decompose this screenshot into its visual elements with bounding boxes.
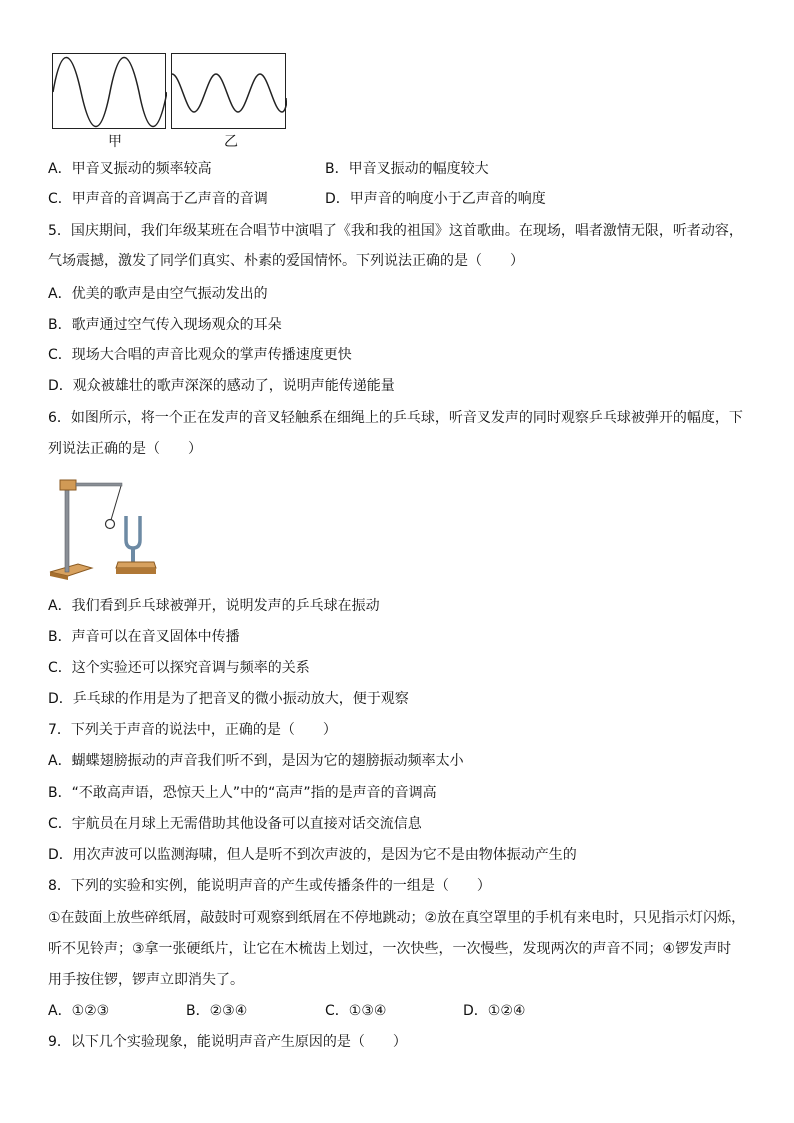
- q8-body-line2: 听不见铃声；③拿一张硬纸片，让它在木梳齿上划过，一次快些，一次慢些，发现两次的声音不同；④锣发声时: [48, 941, 732, 957]
- q4-option-d: D．甲声音的响度小于乙声音的响度: [325, 191, 546, 207]
- q6-option-a: A．我们看到乒乓球被弹开，说明发声的乒乓球在振动: [48, 598, 380, 614]
- q8-body-line3: 用手按住锣，锣声立即消失了。: [48, 972, 244, 988]
- q7-stem: 7．下列关于声音的说法中，正确的是（ ）: [48, 722, 337, 738]
- q6-option-c: C．这个实验还可以探究音调与频率的关系: [48, 660, 310, 676]
- q9-stem: 9．以下几个实验现象，能说明声音产生原因的是（ ）: [48, 1034, 407, 1050]
- q5-option-b: B．歌声通过空气传入现场观众的耳朵: [48, 317, 282, 333]
- q7-option-c: C．宇航员在月球上无需借助其他设备可以直接对话交流信息: [48, 816, 422, 832]
- waveform-jia-label: 甲: [108, 134, 122, 150]
- q8-option-c: C．①③④: [325, 1003, 387, 1019]
- q4-option-c: C．甲声音的音调高于乙声音的音调: [48, 191, 268, 207]
- q6-stem-line1: 6．如图所示，将一个正在发声的音叉轻触系在细绳上的乒乓球，听音叉发声的同时观察乒乓球被弹开的幅度，下: [48, 410, 743, 426]
- waveform-jia: [52, 53, 166, 129]
- q5-option-d: D．观众被雄壮的歌声深深的感动了，说明声能传递能量: [48, 378, 395, 394]
- waveform-yi-graphic: [172, 54, 287, 130]
- q5-option-c: C．现场大合唱的声音比观众的掌声传播速度更快: [48, 347, 352, 363]
- q6-stem-line2: 列说法正确的是（ ）: [48, 441, 202, 457]
- q6-option-d: D．乒乓球的作用是为了把音叉的微小振动放大，便于观察: [48, 691, 409, 707]
- q4-option-a: A．甲音叉振动的频率较高: [48, 161, 212, 177]
- q8-body-line1: ①在鼓面上放些碎纸屑，敲鼓时可观察到纸屑在不停地跳动；②放在真空罩里的手机有来电时，只见指示灯闪烁，: [48, 910, 746, 926]
- waveform-yi-label: 乙: [224, 134, 238, 150]
- q5-option-a: A．优美的歌声是由空气振动发出的: [48, 286, 268, 302]
- waveform-jia-graphic: [53, 54, 167, 130]
- q5-stem-line2: 气场震撼，激发了同学们真实、朴素的爱国情怀。下列说法正确的是（ ）: [48, 253, 524, 269]
- q7-option-a: A．蝴蝶翅膀振动的声音我们听不到，是因为它的翅膀振动频率太小: [48, 753, 464, 769]
- waveform-yi: [171, 53, 286, 129]
- q7-option-d: D．用次声波可以监测海啸，但人是听不到次声波的，是因为它不是由物体振动产生的: [48, 847, 577, 863]
- q7-option-b: B．“不敢高声语，恐惊天上人”中的“高声”指的是声音的音调高: [48, 785, 437, 801]
- q8-option-a: A．①②③: [48, 1003, 110, 1019]
- q5-stem-line1: 5．国庆期间，我们年级某班在合唱节中演唱了《我和我的祖国》这首歌曲。在现场，唱者激情无限，听者动容，: [48, 223, 743, 239]
- tuning-fork-apparatus-figure: [48, 476, 163, 580]
- q8-stem: 8．下列的实验和实例，能说明声音的产生或传播条件的一组是（ ）: [48, 878, 491, 894]
- q6-option-b: B．声音可以在音叉固体中传播: [48, 629, 240, 645]
- q8-option-d: D．①②④: [463, 1003, 526, 1019]
- q8-option-b: B．②③④: [186, 1003, 248, 1019]
- q4-option-b: B．甲音叉振动的幅度较大: [325, 161, 489, 177]
